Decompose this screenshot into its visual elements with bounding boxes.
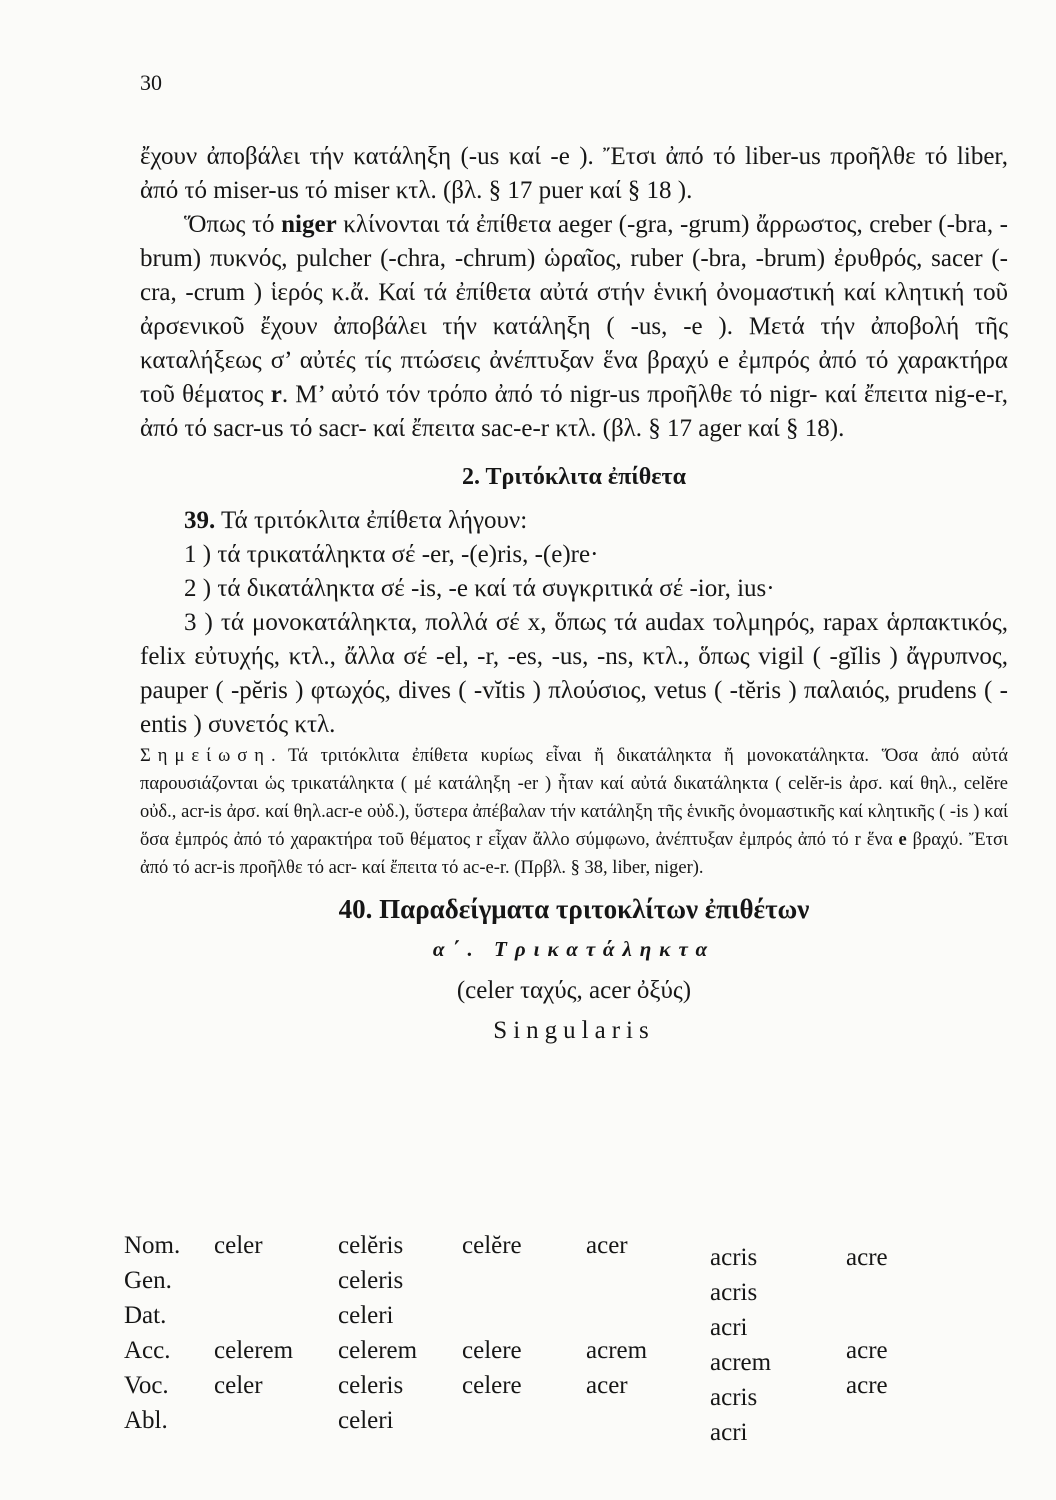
table-cell: [586, 1267, 710, 1302]
table-cell: celere: [462, 1337, 522, 1364]
table-cell: [462, 1302, 586, 1337]
table-row: [124, 1267, 946, 1302]
table-cell: [214, 1267, 338, 1302]
page-number: 30: [140, 70, 162, 95]
subheading: α΄. Τρικατάληκτα: [432, 937, 716, 961]
table-row: [124, 1372, 946, 1407]
table-cell: acrem: [710, 1349, 772, 1376]
table-cell: celĕre: [462, 1232, 522, 1259]
table-cell: [214, 1407, 338, 1442]
case-label: Voc.: [124, 1372, 169, 1399]
table-cell: [586, 1302, 710, 1337]
examples-heading: 40. Παραδείγματα τριτοκλίτων ἐπιθέτων: [338, 894, 810, 924]
table-cell: [214, 1302, 338, 1337]
table-cell: acrem: [586, 1337, 648, 1364]
table-row: [124, 1337, 946, 1372]
example-words: (celer ταχύς, acer ὀξύς): [456, 977, 692, 1004]
table-cell: [846, 1267, 946, 1302]
table-cell: celĕris: [338, 1232, 404, 1259]
table-cell: [462, 1267, 586, 1302]
table-cell: acer: [586, 1372, 628, 1399]
number-label: Singularis: [493, 1017, 655, 1044]
list-item: 2 ) τά δικατάληκτα σέ -is, -e καί τά συγκριτικά σέ -ior, ius·: [184, 575, 775, 602]
list-item: 3 ) τά μονοκατάληκτα, πολλά σέ x, ὅπως τά audax τολμηρός, rapax ἁρπακτικός, felix εὐτυχής, κτλ., ἄλλα σέ -el, -r, -es, -us, -ns, κτλ., ὅπως vigil ( -gĭlis ) ἄγρυπνος, pauper ( -pĕris ) φτωχός, dives ( -vĭtis ) πλούσιος, vetus ( -tĕris ) παλαιός, prudens ( -entis ) συνετός κτλ.: [140, 609, 1008, 738]
section-heading: 2. Τριτόκλιτα ἐπίθετα: [461, 464, 686, 490]
table-cell: celerem: [214, 1337, 294, 1364]
table-row: [124, 1407, 946, 1442]
table-cell: celeris: [338, 1372, 404, 1399]
table-cell: acre: [846, 1337, 888, 1364]
list-item: 1 ) τά τρικατάληκτα σέ -er, -(e)ris, -(e)re·: [184, 541, 599, 568]
table-cell: celeris: [338, 1267, 404, 1294]
page-body: [140, 140, 1008, 1052]
table-cell: celer: [214, 1372, 263, 1399]
table-cell: acri: [710, 1419, 748, 1446]
table-cell: celerem: [338, 1337, 418, 1364]
paragraph-2: Ὅπως τό niger κλίνονται τά ἐπίθετα aeger (-gra, -grum) ἄρρωστος, creber (-bra, -brum) πυκνός, pulcher (-chra, -chrum) ὡραῖος, ruber (-bra, -brum) ἐρυθρός, sacer (-cra, -crum ) ἱερός κ.ἄ. Καί τά ἐπίθετα αὐτά στήν ἑνική ὀνομαστική καί κλητική τοῦ ἀρσενικοῦ ἔχουν ἀποβάλει τήν κατάληξη ( -us, -e ). Μετά τήν ἀποβολή τῆς καταλήξεως σ’ αὐτές τίς πτώσεις ἀνέπτυξαν ἕνα βραχύ e ἐμπρός ἀπό τό χαρακτήρα τοῦ θέματος r. Μ’ αὐτό τόν τρόπο ἀπό τό nigr-us προῆλθε τό nigr- καί ἔπειτα nig-e-r, ἀπό τό sacr-us τό sacr- καί ἔπειτα sac-e-r κτλ. (βλ. § 17 ager καί § 18).: [140, 211, 1009, 442]
table-row: [124, 1302, 946, 1337]
paragraph-1: ἔχουν ἀποβάλει τήν κατάληξη (-us καί -e ). Ἔτσι ἀπό τό liber-us προῆλθε τό liber, ἀπό τό miser-us τό miser κτλ. (βλ. § 17 puer καί § 18 ).: [140, 143, 1008, 204]
table-cell: [586, 1407, 710, 1442]
table-cell: acris: [710, 1279, 758, 1306]
keyword-niger: niger: [281, 211, 337, 238]
case-label: Acc.: [124, 1337, 171, 1364]
case-label: Abl.: [124, 1407, 168, 1434]
table-cell: celeri: [338, 1302, 394, 1329]
table-cell: celer: [214, 1232, 263, 1259]
note: Σημείωση. Τά τριτόκλιτα ἐπίθετα κυρίως εἶναι ἤ δικατάληκτα ἤ μονοκατάληκτα. Ὅσα ἀπό αὐτά παρουσιάζονται ὡς τρικατάληκτα ( μέ κατάληξη -er ) ἦταν καί αὐτά δικατάληκτα ( celĕr-is ἀρσ. καί θηλ., celĕre οὐδ., acr-is ἀρσ. καί θηλ.acr-e οὐδ.), ὕστερα ἀπέβαλαν τήν κατάληξη τῆς ἑνικῆς ὀνομαστικῆς καί κλητικῆς ( -is ) καί ὅσα ἐμπρός ἀπό τό χαρακτήρα τοῦ θέματος r εἶχαν ἄλλο σύμφωνο, ἀνέπτυξαν ἐμπρός ἀπό τό r ἕνα e βραχύ. Ἔτσι ἀπό τό acr-is προῆλθε τό acr- καί ἔπειτα τό ac-e-r. (Πρβλ. § 38, liber, niger).: [140, 746, 1008, 878]
case-label: Dat.: [124, 1302, 167, 1329]
table-cell: acre: [846, 1244, 888, 1271]
case-label: Nom.: [124, 1232, 181, 1259]
table-cell: acer: [586, 1232, 628, 1259]
paragraph-39: 39. Τά τριτόκλιτα ἐπίθετα λήγουν:: [184, 507, 528, 534]
table-row: [124, 1232, 946, 1267]
table-cell: celere: [462, 1372, 522, 1399]
table-cell: [846, 1302, 946, 1337]
case-label: Gen.: [124, 1267, 172, 1294]
table-cell: celeri: [338, 1407, 394, 1434]
paragraph-number: 39.: [184, 507, 216, 534]
declension-table: [124, 1232, 946, 1446]
table-cell: acre: [846, 1372, 888, 1399]
table-cell: acris: [710, 1384, 758, 1411]
table-cell: acris: [710, 1244, 758, 1271]
table-cell: [462, 1407, 586, 1442]
note-label: Σημείωση: [140, 746, 271, 766]
table-cell: [846, 1407, 946, 1442]
table-cell: acri: [710, 1314, 748, 1341]
